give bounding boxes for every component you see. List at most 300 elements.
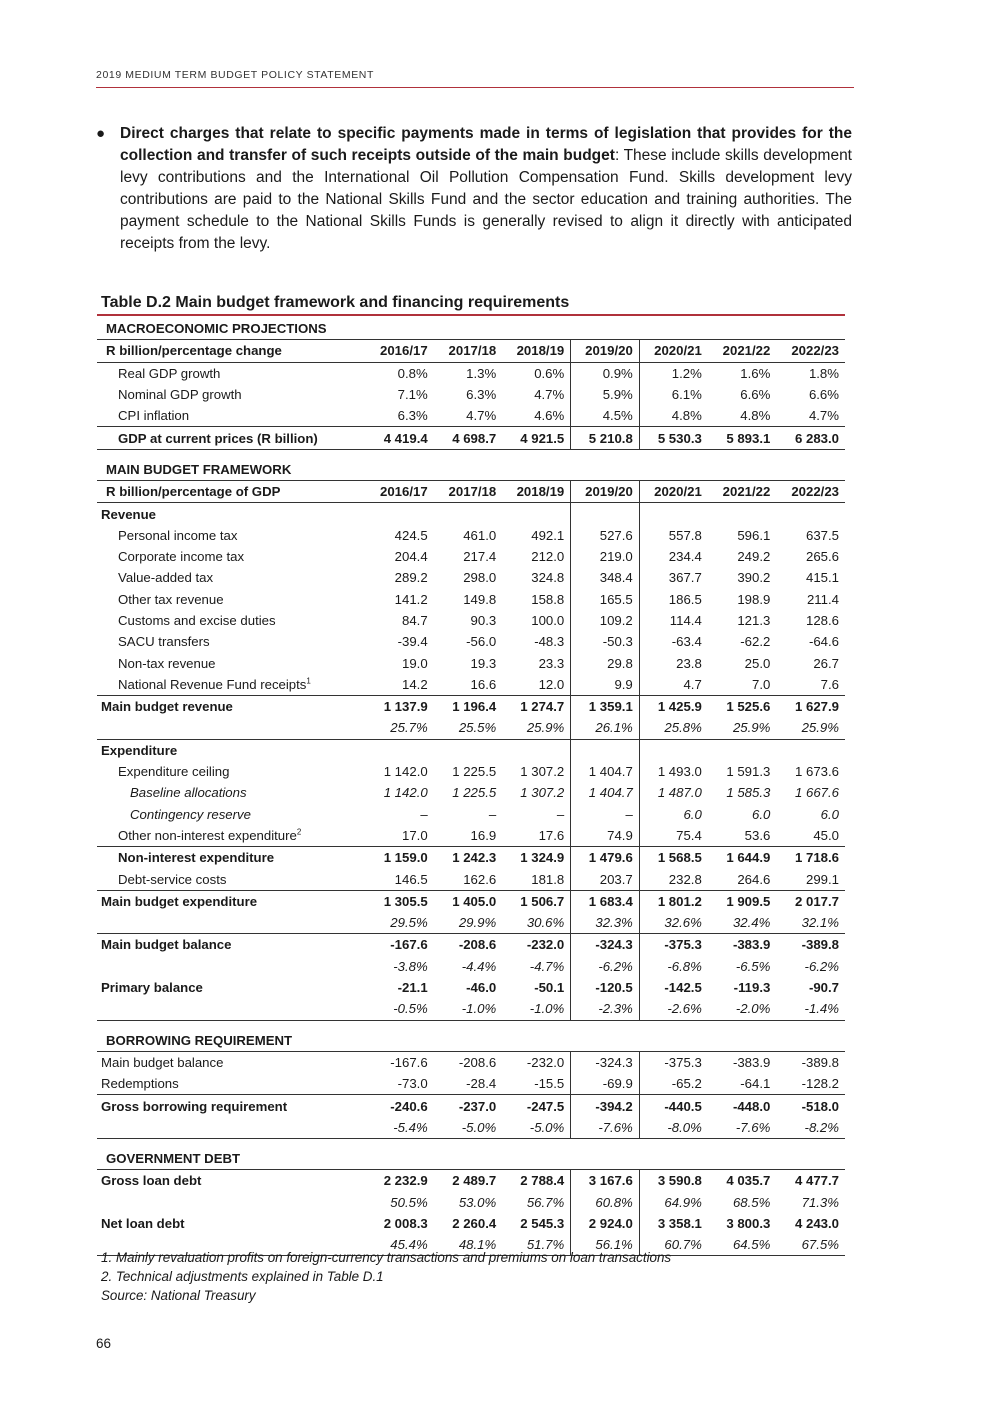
row-label <box>97 567 365 588</box>
column-header-year: 2019/20 <box>571 481 640 503</box>
table-cell: 16.6 <box>470 676 497 692</box>
table-cell: 90.3 <box>470 613 497 628</box>
table-row <box>97 610 845 631</box>
table-cell: -6.5% <box>735 958 771 974</box>
table-cell: 1 487.0 <box>657 785 702 801</box>
table-cell: 186.5 <box>668 591 702 607</box>
table-cell: 74.9 <box>571 825 640 847</box>
table-row <box>97 427 845 449</box>
table-cell: 234.4 <box>668 549 702 565</box>
table-cell: -69.9 <box>571 1073 640 1095</box>
table-cell: -65.2 <box>671 1076 702 1092</box>
row-label-text: Revenue <box>101 506 156 522</box>
table-row <box>97 847 845 869</box>
table-cell: 557.8 <box>668 527 702 543</box>
footnote-1: 1. Mainly revaluation profits on foreign-currency transactions and premiums on loan transactions <box>101 1250 672 1265</box>
table-cell: -232.0 <box>502 1051 571 1073</box>
table-cell: 1 324.9 <box>502 847 571 869</box>
table-row <box>97 998 845 1020</box>
running-header: 2019 MEDIUM TERM BUDGET POLICY STATEMENT <box>96 69 374 81</box>
table-row <box>97 589 845 610</box>
table-cell: -50.1 <box>502 977 571 998</box>
table-cell: 50.5% <box>390 1194 428 1210</box>
table-cell: -208.6 <box>458 937 497 953</box>
row-label-text: Other non-interest expenditure <box>118 827 297 843</box>
table-cell: 29.9% <box>434 912 503 934</box>
column-header-year: 2018/19 <box>502 340 571 362</box>
table-cell: 5 893.1 <box>708 427 777 449</box>
column-header-year: 2021/22 <box>708 481 777 503</box>
table-cell: 1 718.6 <box>776 847 845 869</box>
table-cell: -128.2 <box>801 1076 839 1092</box>
bullet-icon: ● <box>96 125 106 142</box>
table-cell: 424.5 <box>394 527 428 543</box>
table-cell: 71.3% <box>801 1194 839 1210</box>
table-row <box>97 717 845 739</box>
table-cell: -56.0 <box>466 634 497 650</box>
table-cell: 14.2 <box>402 676 428 692</box>
table-cell: 212.0 <box>502 546 571 567</box>
table-cell: 114.4 <box>669 613 702 628</box>
table-cell: 1 425.9 <box>639 696 708 718</box>
table-cell: -39.4 <box>397 634 428 650</box>
column-header-units: R billion/percentage change <box>97 340 365 362</box>
table-cell: -50.3 <box>571 631 640 652</box>
table-cell: 6.6% <box>740 387 771 403</box>
table-cell: 198.9 <box>737 591 771 607</box>
table-cell: 3 590.8 <box>657 1173 702 1189</box>
row-label <box>97 890 365 912</box>
table-row <box>97 1138 845 1148</box>
table-cell: -64.6 <box>808 634 839 650</box>
table-cell <box>434 503 503 525</box>
table-cell: 68.5% <box>732 1194 771 1210</box>
table-cell: 0.6% <box>502 362 571 384</box>
table-cell: -448.0 <box>708 1095 777 1117</box>
row-label-text: Main budget expenditure <box>101 893 258 909</box>
table-cell: 5.9% <box>571 384 640 405</box>
table-cell: 4.8% <box>740 408 771 424</box>
row-label <box>97 825 365 847</box>
table-cell: 1 159.0 <box>365 847 434 869</box>
column-header-units: R billion/percentage of GDP <box>97 481 365 503</box>
table-cell: 1 525.6 <box>708 696 777 718</box>
table-title: Table D.2 Main budget framework and financing requirements <box>101 294 570 311</box>
table-row <box>97 405 845 427</box>
table-cell: 53.6 <box>744 827 771 843</box>
table-cell: 348.4 <box>571 567 640 588</box>
table-row <box>97 1192 845 1213</box>
table-cell: 1 405.0 <box>434 890 503 912</box>
table-cell: -15.5 <box>502 1073 571 1095</box>
table-cell: 158.8 <box>502 589 571 610</box>
column-header-year: 2017/18 <box>434 481 503 503</box>
table-cell: 1 404.7 <box>571 761 640 782</box>
table-cell: 4 698.7 <box>434 427 503 449</box>
row-spacer <box>97 1138 845 1148</box>
table-cell: 390.2 <box>737 570 771 586</box>
table-cell: 1 242.3 <box>434 847 503 869</box>
row-label <box>97 1213 365 1234</box>
table-cell: 32.6% <box>639 912 708 934</box>
table-cell: 461.0 <box>463 527 497 543</box>
row-label-text: Non-tax revenue <box>118 655 216 671</box>
table-cell: -383.9 <box>732 1054 771 1070</box>
table-cell: 162.6 <box>463 871 497 887</box>
row-label-text: CPI inflation <box>118 408 190 424</box>
table-cell: 1.3% <box>466 365 497 381</box>
row-label <box>97 427 365 449</box>
table-cell: 100.0 <box>502 610 571 631</box>
row-label <box>97 546 365 567</box>
row-label-text: GDP at current prices (R billion) <box>118 430 318 446</box>
table-row <box>97 631 845 652</box>
table-cell: -4.4% <box>461 958 497 974</box>
table-cell: 1.2% <box>671 365 702 381</box>
footnote-marker: 2 <box>296 827 302 837</box>
table-cell: -62.2 <box>740 634 771 650</box>
table-cell: -389.8 <box>801 1054 839 1070</box>
table-cell: 637.5 <box>805 527 839 543</box>
row-label <box>97 1117 365 1139</box>
table-cell: -5.0% <box>434 1117 503 1139</box>
row-label <box>97 912 365 934</box>
table-cell: 4.5% <box>571 405 640 427</box>
table-cell: – <box>488 806 497 822</box>
table-row <box>97 503 845 525</box>
table-cell: 146.5 <box>394 871 428 887</box>
table-cell: – <box>571 804 640 825</box>
table-cell: 1 801.2 <box>639 890 708 912</box>
table-cell: 30.6% <box>502 912 571 934</box>
table-cell: 1 591.3 <box>726 764 771 780</box>
table-cell: 2 489.7 <box>452 1173 497 1189</box>
row-label-text: Debt-service costs <box>118 871 227 887</box>
row-label-text: National Revenue Fund receipts <box>118 676 307 692</box>
row-label-text: Expenditure <box>101 742 178 758</box>
row-spacer <box>97 449 845 459</box>
table-cell: 1 644.9 <box>708 847 777 869</box>
table-cell: -0.5% <box>365 998 434 1020</box>
table-title-rule <box>97 314 845 316</box>
table-cell: 109.2 <box>571 610 640 631</box>
section-heading-row <box>97 459 845 481</box>
row-label <box>97 674 365 696</box>
table-cell: 60.8% <box>571 1192 640 1213</box>
table-row <box>97 546 845 567</box>
table-cell: 165.5 <box>571 589 640 610</box>
table-cell: -237.0 <box>434 1095 503 1117</box>
table-cell: -5.4% <box>365 1117 434 1139</box>
section-heading-row <box>97 1148 845 1170</box>
table-cell: 492.1 <box>502 525 571 546</box>
table-cell: -518.0 <box>776 1095 845 1117</box>
table-cell: 84.7 <box>402 613 428 628</box>
row-label <box>97 739 365 761</box>
table-row <box>97 449 845 459</box>
table-cell: -232.0 <box>502 934 571 956</box>
row-label <box>97 1170 365 1192</box>
table-cell: – <box>420 806 428 822</box>
table-row <box>97 696 845 718</box>
table-cell: -240.6 <box>365 1095 434 1117</box>
row-label-text: Personal income tax <box>118 527 238 543</box>
row-label-text: Redemptions <box>101 1076 179 1092</box>
row-label <box>97 782 365 803</box>
column-header-year: 2022/23 <box>776 481 845 503</box>
table-row <box>97 934 845 956</box>
column-header-year: 2020/21 <box>639 340 708 362</box>
table-cell: 5 530.3 <box>639 427 708 449</box>
table-cell: 6.3% <box>466 387 497 403</box>
bullet-body-text: : These include skills development levy contributions and the International Oil Pollution Compensation Fund. Skills development levy contributions are paid to the National Skills Fund and the sector education and training authorities. The payment schedule to the National Skills Funds is generally revised to align it directly with anticipated receipts from the levy. <box>120 147 852 252</box>
table-cell: 1 305.5 <box>365 890 434 912</box>
table-cell <box>502 503 571 525</box>
table-row <box>97 804 845 825</box>
table-cell: 67.5% <box>776 1234 845 1256</box>
table-cell: 1.6% <box>740 365 771 381</box>
table-cell: 203.7 <box>571 868 640 890</box>
table-cell: 1 307.2 <box>502 761 571 782</box>
table-cell: 1 359.1 <box>571 696 640 718</box>
table-cell: -324.3 <box>571 1051 640 1073</box>
table-cell: 0.9% <box>571 362 640 384</box>
table-cell: 4.6% <box>502 405 571 427</box>
table-cell: 32.3% <box>571 912 640 934</box>
table-cell: 1 479.6 <box>571 847 640 869</box>
table-cell: -6.2% <box>804 958 839 974</box>
row-label-text: Non-interest expenditure <box>118 850 275 866</box>
row-label <box>97 652 365 673</box>
table-cell: 299.1 <box>805 871 839 887</box>
row-label <box>97 934 365 956</box>
row-label-text: Expenditure ceiling <box>118 764 230 780</box>
table-cell: 12.0 <box>502 674 571 696</box>
table-cell: 25.0 <box>744 655 771 671</box>
row-label <box>97 956 365 977</box>
table-cell <box>639 503 708 525</box>
table-row <box>97 761 845 782</box>
table-cell: -63.4 <box>671 634 702 650</box>
header-divider <box>96 87 854 88</box>
row-label-text: Net loan debt <box>101 1216 185 1232</box>
table-cell: 204.4 <box>394 549 428 565</box>
bullet-paragraph <box>96 123 852 255</box>
table-row <box>97 1213 845 1234</box>
table-cell: -142.5 <box>664 980 702 996</box>
table-cell <box>365 503 434 525</box>
table-cell <box>571 739 640 761</box>
table-cell: -324.3 <box>571 934 640 956</box>
table-cell <box>776 503 845 525</box>
table-cell: -167.6 <box>390 1054 428 1070</box>
table-cell: 45.0 <box>813 827 839 843</box>
table-cell: 23.8 <box>676 655 702 671</box>
table-cell: 6.0 <box>683 806 702 822</box>
table-cell: -375.3 <box>664 1054 702 1070</box>
table-cell: -440.5 <box>639 1095 708 1117</box>
table-cell: 1 673.6 <box>795 764 839 780</box>
table-cell: -394.2 <box>571 1095 640 1117</box>
table-row <box>97 674 845 696</box>
table-cell: 32.1% <box>776 912 845 934</box>
table-cell: 6.6% <box>808 387 839 403</box>
table-cell: -208.6 <box>458 1054 497 1070</box>
table-cell: 265.6 <box>805 549 839 565</box>
table-cell: 324.8 <box>502 567 571 588</box>
budget-framework-table <box>97 318 845 1256</box>
table-cell: 1 627.9 <box>776 696 845 718</box>
table-cell: 17.0 <box>402 827 428 843</box>
table-row <box>97 1020 845 1030</box>
table-cell: -5.0% <box>502 1117 571 1139</box>
table-cell: 16.9 <box>470 827 497 843</box>
row-label-text: Corporate income tax <box>118 549 245 565</box>
table-row <box>97 1073 845 1095</box>
row-label <box>97 503 365 525</box>
table-cell: 2 008.3 <box>383 1216 428 1232</box>
table-cell: -120.5 <box>571 977 640 998</box>
row-label-text: SACU transfers <box>118 634 210 650</box>
table-cell: 232.8 <box>668 871 702 887</box>
column-header-year: 2021/22 <box>708 340 777 362</box>
table-cell: 249.2 <box>737 549 771 565</box>
table-cell <box>708 739 777 761</box>
table-cell: 1 493.0 <box>657 764 702 780</box>
table-cell: -64.1 <box>740 1076 771 1092</box>
table-cell: 9.9 <box>571 674 640 696</box>
table-row <box>97 567 845 588</box>
section-heading: GOVERNMENT DEBT <box>97 1148 845 1170</box>
table-cell: 29.5% <box>365 912 434 934</box>
section-heading-row <box>97 1030 845 1052</box>
table-cell: -90.7 <box>808 980 839 996</box>
table-cell: 128.6 <box>805 613 839 628</box>
table-cell: 1.8% <box>808 365 839 381</box>
table-cell: 1 909.5 <box>708 890 777 912</box>
row-label-text: Primary balance <box>101 980 203 996</box>
section-heading-row <box>97 318 845 340</box>
footnotes <box>101 1248 671 1305</box>
table-cell: 48.1% <box>434 1234 503 1256</box>
table-cell: 1 404.7 <box>571 782 640 803</box>
table-cell: 298.0 <box>463 570 497 586</box>
column-header-year: 2022/23 <box>776 340 845 362</box>
row-label <box>97 977 365 998</box>
table-cell: 25.9% <box>708 717 777 739</box>
column-header-year: 2017/18 <box>434 340 503 362</box>
table-cell: 7.0 <box>752 676 771 692</box>
footnote-marker: 1 <box>306 676 311 686</box>
row-label <box>97 847 365 869</box>
table-cell: -119.3 <box>733 980 771 996</box>
bullet-bold-text: Direct charges that relate to specific payments made in terms of legislation that provides for the collection and transfer of such receipts outside of the main budget <box>120 125 852 164</box>
table-cell: -4.7% <box>502 956 571 977</box>
table-cell: 7.1% <box>397 387 428 403</box>
table-cell: 1 307.2 <box>502 782 571 803</box>
table-row <box>97 362 845 384</box>
table-cell: 1 506.7 <box>502 890 571 912</box>
row-label <box>97 1051 365 1073</box>
table-cell: 1 585.3 <box>726 785 771 801</box>
table-cell: 1 274.7 <box>502 696 571 718</box>
table-row <box>97 782 845 803</box>
table-row <box>97 825 845 847</box>
row-label <box>97 525 365 546</box>
row-spacer <box>97 1020 845 1030</box>
table-cell: 25.8% <box>639 717 708 739</box>
table-cell: -7.6% <box>571 1117 640 1139</box>
table-cell: 4.7% <box>808 408 839 424</box>
row-label-text: Customs and excise duties <box>118 613 276 628</box>
table-cell: 1 196.4 <box>434 696 503 718</box>
table-cell: 1 568.5 <box>639 847 708 869</box>
table-cell <box>434 739 503 761</box>
column-header-year: 2020/21 <box>639 481 708 503</box>
table-cell: 7.6 <box>820 676 839 692</box>
row-label-text: Nominal GDP growth <box>118 387 242 403</box>
row-label <box>97 1095 365 1117</box>
row-label-text: Contingency reserve <box>130 806 251 822</box>
table-cell: 26.1% <box>571 717 640 739</box>
bullet-text <box>120 123 852 255</box>
table-cell: – <box>502 804 571 825</box>
table-row <box>97 652 845 673</box>
table-cell: 4 477.7 <box>795 1173 839 1189</box>
table-cell: 2 017.7 <box>776 890 845 912</box>
table-cell <box>708 503 777 525</box>
table-cell: -1.0% <box>434 998 503 1020</box>
table-cell: 60.7% <box>639 1234 708 1256</box>
column-header-year: 2019/20 <box>571 340 640 362</box>
row-label <box>97 1192 365 1213</box>
table-row <box>97 956 845 977</box>
section-heading: MACROECONOMIC PROJECTIONS <box>106 321 327 337</box>
table-cell: -2.3% <box>571 998 640 1020</box>
table-cell: -383.9 <box>732 937 771 953</box>
table-cell: 64.5% <box>708 1234 777 1256</box>
table-cell: 5 210.8 <box>571 427 640 449</box>
table-row <box>97 739 845 761</box>
table-cell: -375.3 <box>664 937 702 953</box>
table-cell: 1 225.5 <box>452 764 497 780</box>
table-cell: 6.0 <box>820 806 839 822</box>
table-cell: -2.6% <box>639 998 708 1020</box>
table-cell: 4.8% <box>671 408 702 424</box>
table-cell: -6.8% <box>667 958 702 974</box>
table-cell <box>571 503 640 525</box>
row-label-text: Main budget balance <box>101 1054 224 1070</box>
table-cell: 6.3% <box>397 408 428 424</box>
row-label-text: Other tax revenue <box>118 591 224 607</box>
table-cell: 4.7 <box>683 676 702 692</box>
table-cell: 4 921.5 <box>502 427 571 449</box>
table-cell: -167.6 <box>390 937 428 953</box>
column-header-year: 2016/17 <box>365 481 434 503</box>
column-header-row <box>97 340 845 362</box>
row-label <box>97 631 365 652</box>
table-row <box>97 868 845 890</box>
table-cell: 6.1% <box>671 387 702 403</box>
table-cell: -6.2% <box>571 956 640 977</box>
table-cell: 1 667.6 <box>795 785 839 801</box>
row-label <box>97 1073 365 1095</box>
table-row <box>97 912 845 934</box>
table-cell: -8.2% <box>776 1117 845 1139</box>
row-label <box>97 610 365 631</box>
table-cell: 367.7 <box>668 570 702 586</box>
table-cell: 181.8 <box>502 868 571 890</box>
